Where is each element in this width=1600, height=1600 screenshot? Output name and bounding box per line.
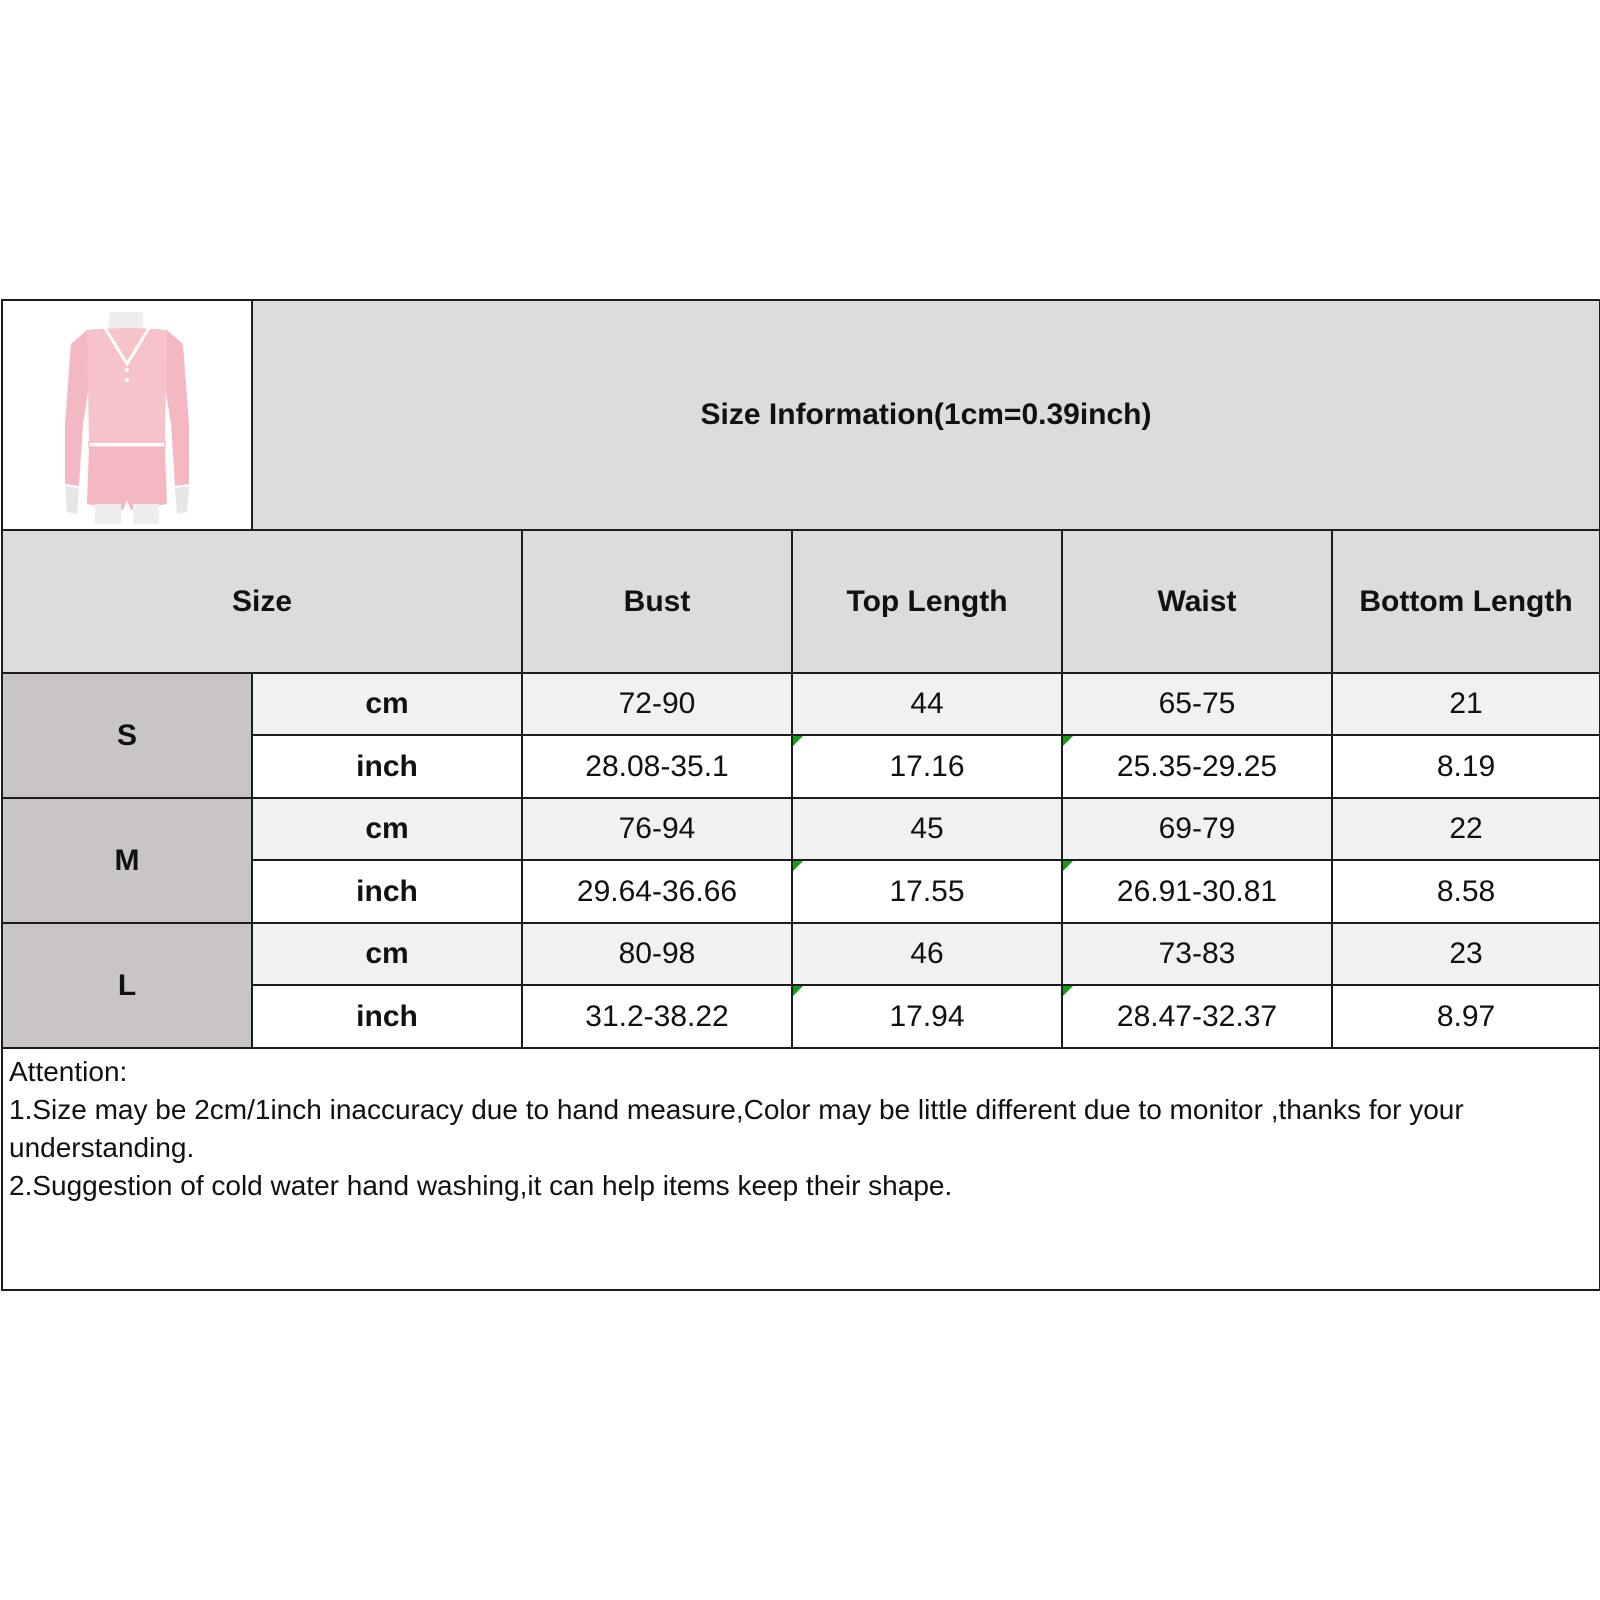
- bottom-length-cell: 8.58: [1332, 860, 1600, 923]
- header-row: [2, 530, 1600, 673]
- unit-cell: cm: [252, 923, 522, 985]
- title-row: [2, 300, 1600, 530]
- size-info-title: Size Information(1cm=0.39inch): [252, 300, 1600, 530]
- unit-cell: inch: [252, 985, 522, 1048]
- size-label-s: S: [2, 673, 252, 798]
- size-chart-table: [1, 299, 1600, 1291]
- attention-heading: Attention:: [9, 1056, 128, 1087]
- size-label-l: L: [2, 923, 252, 1048]
- bust-cell: 31.2-38.22: [522, 985, 792, 1048]
- attention-note-1: 1.Size may be 2cm/1inch inaccuracy due to hand measure,Color may be little different due to monitor ,thanks for your understanding.: [9, 1094, 1464, 1163]
- attention-notes: [2, 1048, 1600, 1290]
- waist-cell: 73-83: [1062, 923, 1332, 985]
- top-length-cell: 46: [792, 923, 1062, 985]
- waist-cell: 65-75: [1062, 673, 1332, 735]
- attention-note-2: 2.Suggestion of cold water hand washing,it can help items keep their shape.: [9, 1170, 953, 1201]
- product-photo: [2, 300, 252, 530]
- header-bottom-length: Bottom Length: [1332, 530, 1600, 673]
- bottom-length-cell: 23: [1332, 923, 1600, 985]
- bust-cell: 72-90: [522, 673, 792, 735]
- unit-cell: cm: [252, 673, 522, 735]
- waist-cell: 26.91-30.81: [1062, 860, 1332, 923]
- top-length-cell: 17.16: [792, 735, 1062, 798]
- table-row: [2, 673, 1600, 735]
- top-length-cell: 44: [792, 673, 1062, 735]
- header-top-length: Top Length: [792, 530, 1062, 673]
- bottom-length-cell: 8.97: [1332, 985, 1600, 1048]
- size-label-m: M: [2, 798, 252, 923]
- bust-cell: 76-94: [522, 798, 792, 860]
- bottom-length-cell: 21: [1332, 673, 1600, 735]
- waist-cell: 28.47-32.37: [1062, 985, 1332, 1048]
- waist-cell: 25.35-29.25: [1062, 735, 1332, 798]
- unit-cell: inch: [252, 735, 522, 798]
- table-row: [2, 923, 1600, 985]
- bust-cell: 28.08-35.1: [522, 735, 792, 798]
- table-row: [2, 798, 1600, 860]
- waist-cell: 69-79: [1062, 798, 1332, 860]
- header-waist: Waist: [1062, 530, 1332, 673]
- header-bust: Bust: [522, 530, 792, 673]
- pink-bodysuit-image: [9, 304, 245, 526]
- bust-cell: 80-98: [522, 923, 792, 985]
- bust-cell: 29.64-36.66: [522, 860, 792, 923]
- unit-cell: inch: [252, 860, 522, 923]
- bottom-length-cell: 22: [1332, 798, 1600, 860]
- top-length-cell: 17.55: [792, 860, 1062, 923]
- bottom-length-cell: 8.19: [1332, 735, 1600, 798]
- header-size: Size: [2, 530, 522, 673]
- unit-cell: cm: [252, 798, 522, 860]
- top-length-cell: 45: [792, 798, 1062, 860]
- top-length-cell: 17.94: [792, 985, 1062, 1048]
- notes-row: [2, 1048, 1600, 1290]
